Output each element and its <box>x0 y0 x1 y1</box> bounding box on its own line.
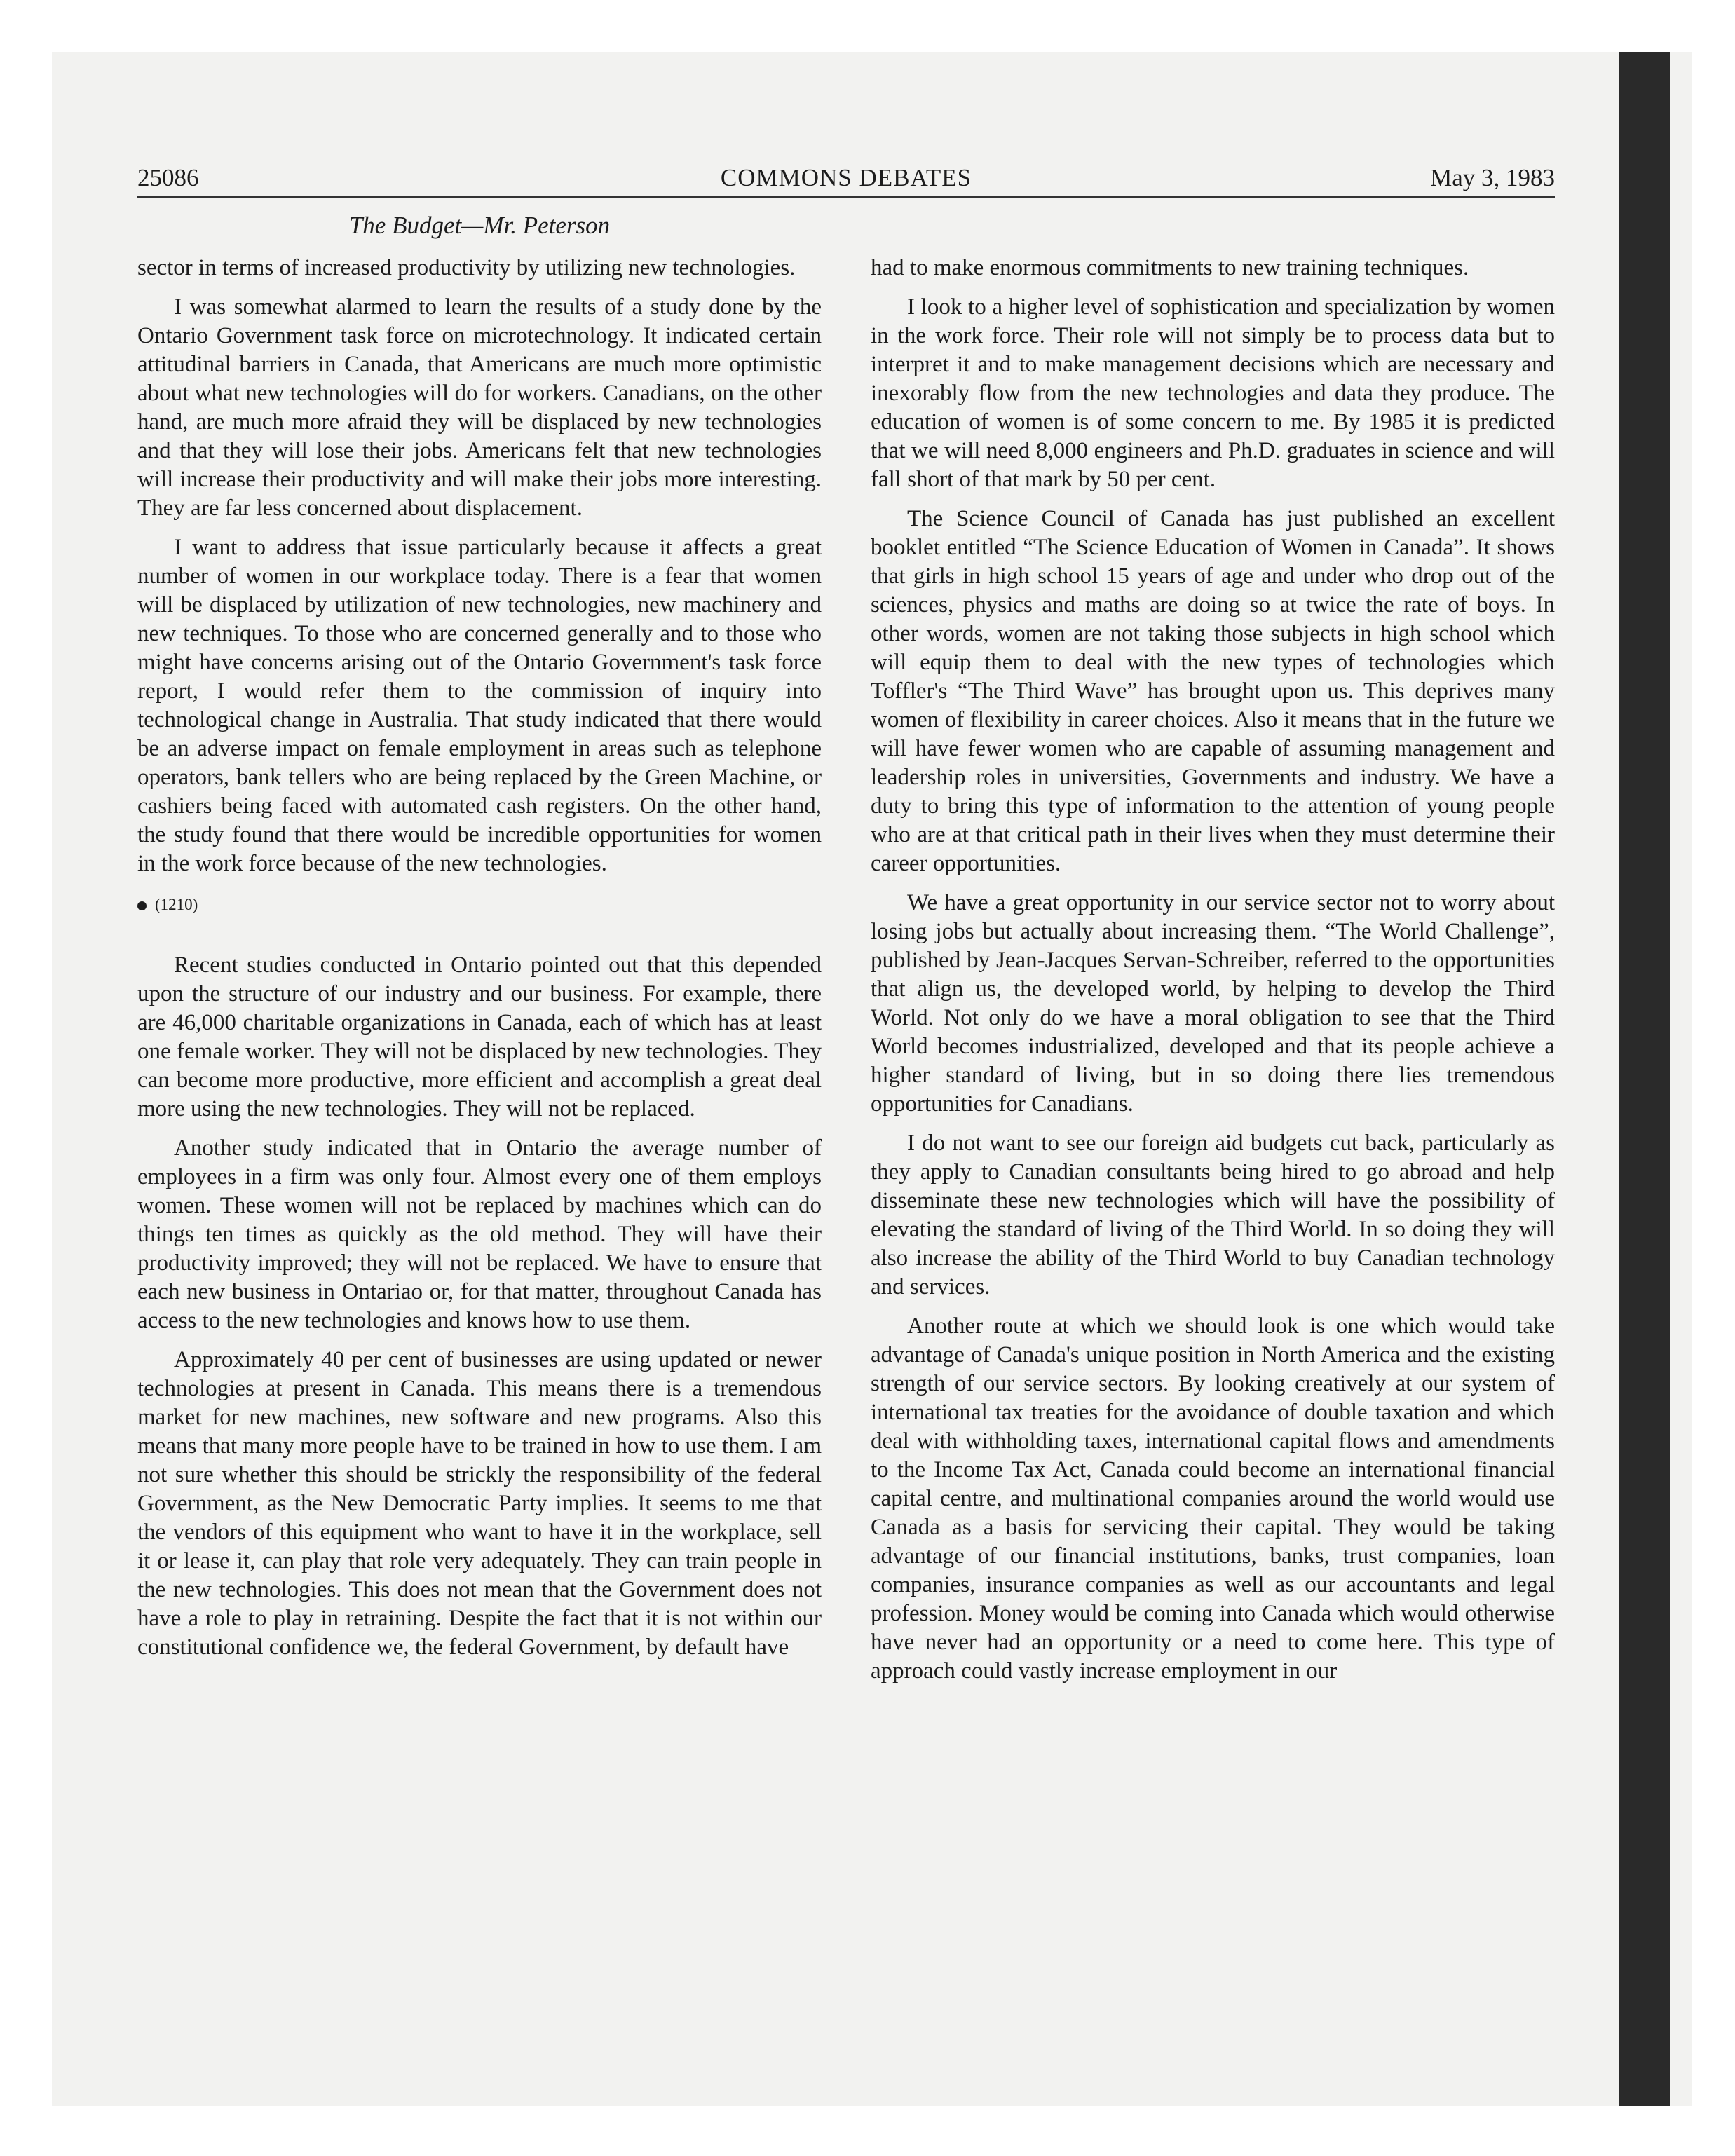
right-column <box>871 254 1555 1696</box>
paragraph: Another study indicated that in Ontario the average number of employees in a firm was only four. Almost every one of them employs women. These women will not be replaced by machines which can do things ten times as quickly as the old method. They will have their productivity improved; they will not be replaced. We have to ensure that each new business in Ontariao or, for that matter, throughout Canada has access to the new technologies and knows how to use them. <box>137 1135 822 1333</box>
page-header <box>137 160 1555 198</box>
paragraph: I was somewhat alarmed to learn the results of a study done by the Ontario Government task force on microtechnology. It indicated certain attitudinal barriers in Canada, that Americans are much more optimistic about what new technologies will do for workers. Canadians, on the other hand, are much more afraid they will be displaced by new technologies and that they will lose their jobs. Americans felt that new technologies will increase their productivity and will make their jobs more interesting. They are far less concerned about displacement. <box>137 294 822 521</box>
publication-title: COMMONS DEBATES <box>720 164 972 191</box>
paragraph: Approximately 40 per cent of businesses are using updated or newer technologies at present in Canada. This means there is a tremendous market for new machines, new software and new programs. Also this means that many more people have to be trained in how to use them. I am not sure whether this should be strickly the responsibility of the federal Government, as the New Democratic Party implies. It seems to me that the vendors of this equipment who want to have it in the workplace, sell it or lease it, can play that role very adequately. They can train people in the new technologies. This does not mean that the Government does not have a role to play in retraining. Despite the fact that it is not within our constitutional confidence we, the federal Government, by default have <box>137 1347 822 1660</box>
time-marker <box>137 891 822 919</box>
paragraph: Recent studies conducted in Ontario pointed out that this depended upon the structure of our industry and our business. For example, there are 46,000 charitable organizations in Canada, each of which has at least one female worker. They will not be displaced by new technologies. They can become more productive, more efficient and accomplish a great deal more using the new technologies. They will not be replaced. <box>137 953 822 1121</box>
paragraph: I want to address that issue particularly because it affects a great number of women in our workplace today. There is a fear that women will be displaced by utilization of new technologies, new machinery and new techniques. To those who are concerned generally and to those who might have concerns arising out of the Ontario Government's task force report, I would refer them to the commission of inquiry into technological change in Australia. That study indicated that there would be an adverse impact on female employment in areas such as telephone operators, bank tellers who are being replaced by the Green Machine, or cashiers being faced with automated cash registers. On the other hand, the study found that there would be incredible opportunities for women in the work force because of the new technologies. <box>137 535 822 876</box>
page-number: 25086 <box>137 164 199 191</box>
bullet-icon <box>137 901 147 910</box>
paragraph: had to make enormous commitments to new training techniques. <box>871 255 1469 280</box>
section-subhead: The Budget—Mr. Peterson <box>348 212 611 239</box>
paragraph: We have a great opportunity in our service sector not to worry about losing jobs but actually about increasing them. “The World Challenge”, published by Jean-Jacques Servan-Schreiber, referred to the opportunities that align us, the developed world, by helping to develop the Third World. Not only do we have a moral obligation to see that the Third World becomes industrialized, developed and that its people achieve a higher standard of living, but in so doing there lies tremendous opportunities for Canadians. <box>871 890 1555 1117</box>
paragraph: I look to a higher level of sophistication and specialization by women in the work force. Their role will not simply be to process data but to interpret it and to make management decisions which are necessary and inexorably flow from the new technologies and data they produce. The education of women is of some concern to me. By 1985 it is predicted that we will need 8,000 engineers and Ph.D. graduates in science and will fall short of that mark by 50 per cent. <box>871 294 1555 492</box>
publication-date: May 3, 1983 <box>1430 164 1555 191</box>
paragraph: Another route at which we should look is one which would take advantage of Canada's unique position in North America and the existing strength of our service sectors. By looking creatively at our system of international tax treaties for the avoidance of double taxation and which deal with withholding taxes, international capital flows and amendments to the Income Tax Act, Canada could become an international financial capital centre, and multinational companies around the world would use Canada as a basis for servicing their capital. They would be taking advantage of our financial institutions, banks, trust companies, loan companies, insurance companies as well as our accountants and legal profession. Money would be coming into Canada which would otherwise have never had an opportunity or a need to come here. This type of approach could vastly increase employment in our <box>871 1314 1555 1684</box>
left-column <box>137 254 822 1672</box>
paragraph: sector in terms of increased productivity by utilizing new technologies. <box>137 255 796 280</box>
paragraph: I do not want to see our foreign aid budgets cut back, particularly as they apply to Canadian consultants being hired to go abroad and help disseminate these new technologies which will have the possibility of elevating the standard of living of the Third World. In so doing they will also increase the ability of the Third World to buy Canadian technology and services. <box>871 1131 1555 1299</box>
time-marker-label: (1210) <box>155 896 198 913</box>
paragraph: The Science Council of Canada has just published an excellent booklet entitled “The Science Education of Women in Canada”. It shows that girls in high school 15 years of age and under who drop out of the sciences, physics and maths are doing so at twice the rate of boys. In other words, women are not taking those subjects in high school which will equip them to deal with the new types of technologies which Toffler's “The Third Wave” has brought upon us. This deprives many women of flexibility in career choices. Also it means that in the future we will have fewer women who are capable of assuming management and leadership roles in universities, Governments and industry. We have a duty to bring this type of information to the attention of young people who are at that critical path in their lives when they must determine their career opportunities. <box>871 506 1555 876</box>
scan-edge-shadow <box>1619 52 1670 2106</box>
